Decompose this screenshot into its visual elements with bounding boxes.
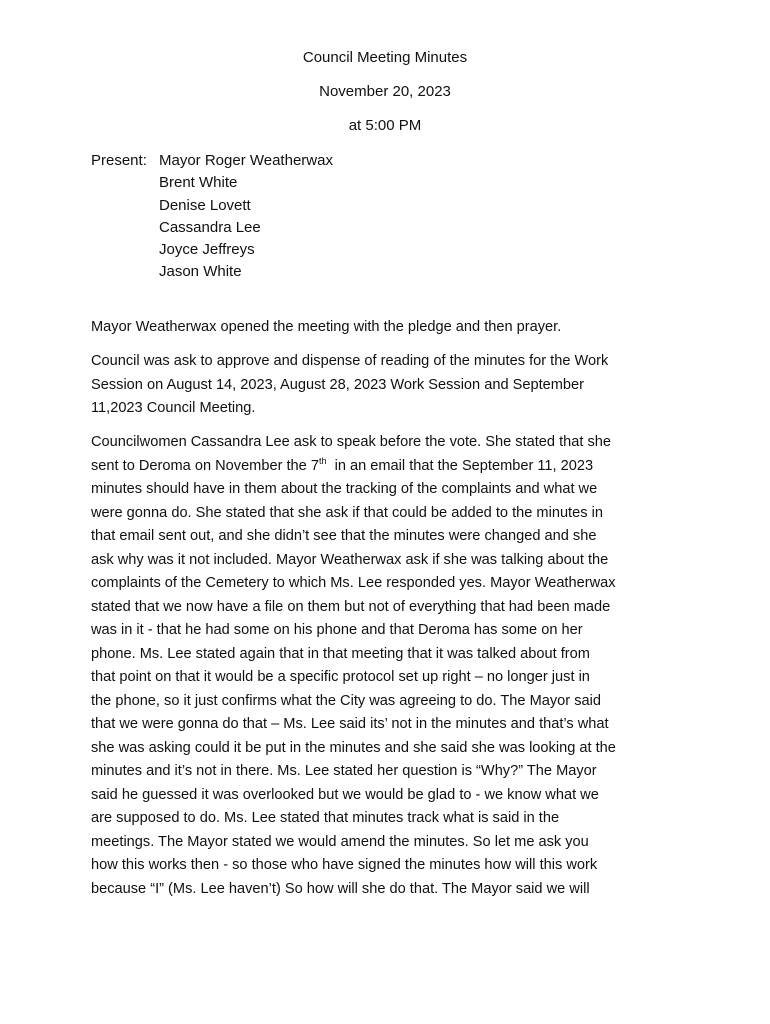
attendee-name: Mayor Roger Weatherwax [159, 152, 333, 169]
paragraph-line: minutes should have in them about the tracking of the complaints and what we [91, 481, 598, 497]
paragraph-line: that we were gonna do that – Ms. Lee said its’ not in the minutes and that’s what [91, 716, 609, 732]
meeting-date: November 20, 2023 [319, 83, 451, 100]
attendee-list [159, 150, 459, 284]
paragraph-line: that email sent out, and she didn’t see that the minutes were changed and she [91, 528, 597, 544]
present-label: Present: [91, 152, 147, 169]
paragraph-line: stated that we now have a file on them but not of everything that had been made [91, 598, 611, 615]
attendee-name: Brent White [159, 174, 238, 192]
paragraph-line: Councilwomen Cassandra Lee ask to speak before the vote. She stated that she [91, 434, 612, 450]
meeting-time: at 5:00 PM [348, 117, 422, 134]
document-title: Council Meeting Minutes [302, 49, 468, 66]
paragraph-line: phone. Ms. Lee stated again that in that meeting that it was talked about from [91, 645, 590, 662]
paragraph-line: 11,2023 Council Meeting. [91, 400, 256, 416]
paragraph-discussion [91, 431, 691, 901]
paragraph-line: minutes and it’s not in there. Ms. Lee stated her question is “Why?” The Mayor [91, 763, 597, 779]
paragraph-line: complaints of the Cemetery to which Ms. Lee responded yes. Mayor Weatherwax [91, 575, 616, 591]
attendee-name: Cassandra Lee [159, 218, 261, 236]
paragraph-line: Council was ask to approve and dispense of reading of the minutes for the Work [91, 353, 609, 369]
attendee-name: Joyce Jeffreys [159, 241, 255, 259]
paragraph-line [91, 455, 691, 479]
ordinal-suffix: th [318, 455, 327, 466]
paragraph-line: meetings. The Mayor stated we would amend the minutes. So let me ask you [91, 833, 589, 850]
paragraph-line: because “I” (Ms. Lee haven’t) So how will she do that. The Mayor said we will [91, 880, 590, 897]
paragraph-line: she was asking could it be put in the minutes and she said she was looking at the [91, 739, 616, 756]
attendee-name: Denise Lovett [159, 196, 251, 214]
paragraph-line: the phone, so it just confirms what the City was agreeing to do. The Mayor said [91, 692, 601, 709]
line-text: in an email that the September 11, 2023 [326, 457, 594, 474]
paragraph-line: that point on that it would be a specific protocol set up right – no longer just in [91, 669, 590, 685]
attendee-name: Jason White [159, 263, 242, 281]
paragraph-line: how this works then - so those who have signed the minutes how will this work [91, 857, 598, 873]
paragraph-line: are supposed to do. Ms. Lee stated that minutes track what is said in the [91, 810, 560, 826]
paragraph-line: were gonna do. She stated that she ask if that could be added to the minutes in [91, 504, 603, 521]
paragraph-line: said he guessed it was overlooked but we would be glad to - we know what we [91, 786, 599, 803]
line-text: sent to Deroma on November the 7 [91, 457, 319, 474]
paragraph-line: Mayor Weatherwax opened the meeting with the pledge and then prayer. [91, 319, 562, 335]
paragraph-opening [91, 316, 691, 340]
paragraph-line: ask why was it not included. Mayor Weatherwax ask if she was talking about the [91, 551, 609, 568]
paragraph-minutes-approval [91, 350, 691, 421]
paragraph-line: was in it - that he had some on his phone and that Deroma has some on her [91, 622, 583, 638]
paragraph-line: Session on August 14, 2023, August 28, 2023 Work Session and September [91, 376, 585, 393]
